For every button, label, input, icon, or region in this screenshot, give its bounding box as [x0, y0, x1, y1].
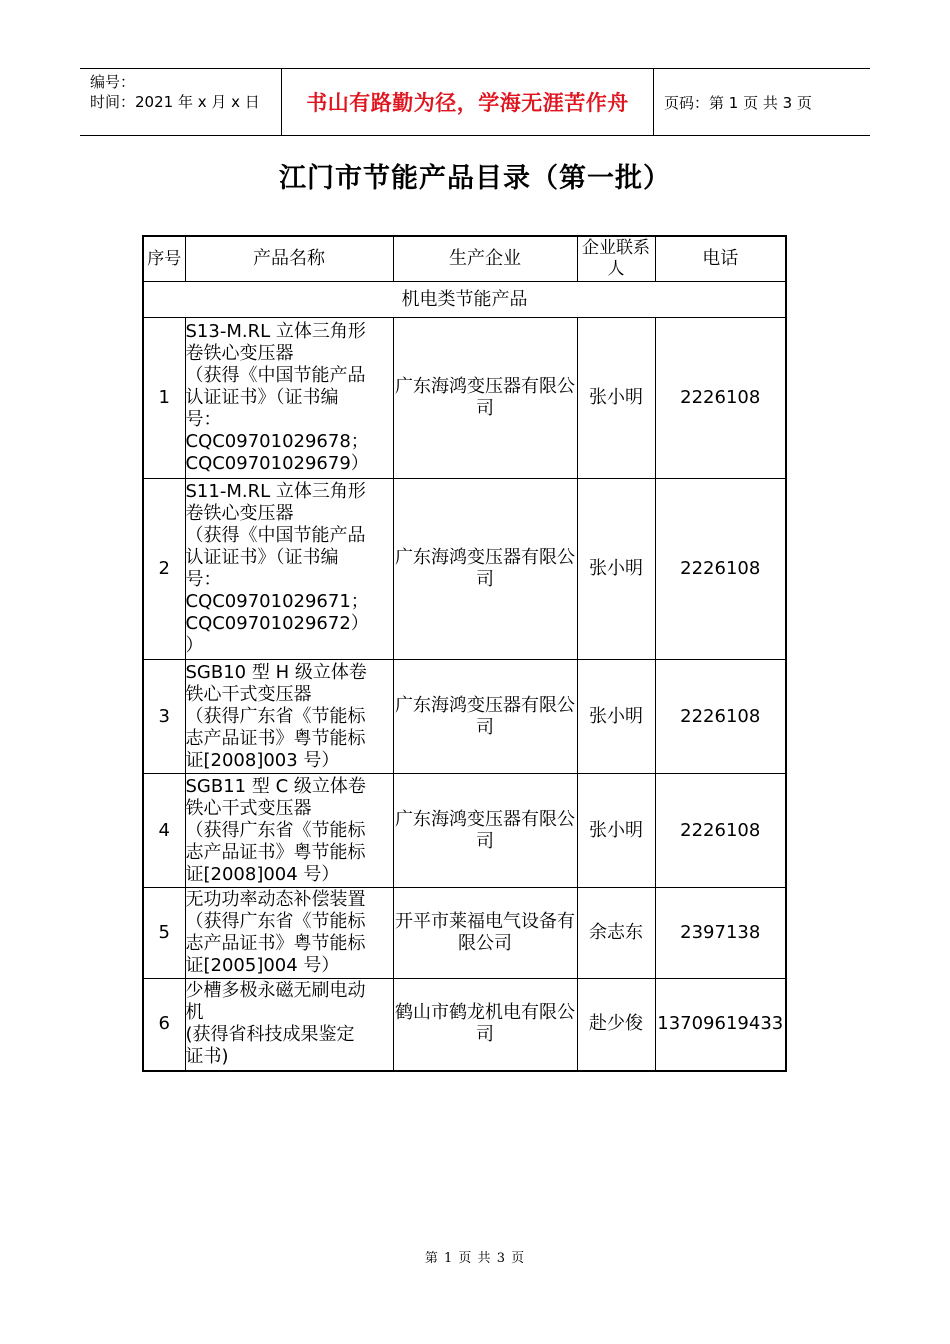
row-seq: 6	[143, 979, 185, 1071]
product-name-line: 号：	[185, 569, 222, 590]
product-name-line: （获得广东省《节能标	[185, 819, 366, 841]
product-name-line: SGB10 型 H 级立体卷	[185, 661, 367, 683]
row-product-name	[185, 479, 393, 660]
product-name-line: 铁心干式变压器	[185, 797, 312, 819]
page-footer: 第 1 页 共 3 页	[424, 1251, 526, 1266]
row-contact: 张小明	[577, 774, 655, 888]
row-contact: 张小明	[577, 479, 655, 660]
product-name-line: 铁心干式变压器	[185, 683, 312, 705]
product-name-line: 少槽多极永磁无刷电动	[185, 980, 366, 1002]
document-header	[80, 68, 870, 136]
product-name-line: 卷铁心变压器	[185, 503, 294, 524]
row-product-name	[185, 979, 393, 1071]
number-label: 编号：	[90, 73, 136, 91]
table-row	[143, 979, 786, 1071]
product-name-line: S11-M.RL 立体三角形	[185, 481, 366, 502]
product-name-line: 证[2005]004 号）	[185, 955, 340, 976]
document-title: 江门市节能产品目录（第一批）	[279, 163, 671, 194]
row-phone: 13709619433	[655, 979, 786, 1071]
header-page-info: 页码：第 1 页 共 3 页	[664, 93, 812, 112]
row-maker: 广东海鸿变压器有限公司	[393, 774, 577, 888]
row-phone: 2226108	[655, 774, 786, 888]
row-product-name	[185, 318, 393, 479]
row-product-name	[185, 774, 393, 888]
table-row	[143, 660, 786, 774]
row-seq: 5	[143, 888, 185, 979]
category-row	[143, 282, 786, 318]
row-seq: 3	[143, 660, 185, 774]
product-name-line: CQC09701029672）	[185, 613, 369, 634]
product-name-line: 证[2008]003 号）	[185, 749, 340, 771]
product-table	[142, 235, 787, 1072]
table-header-row	[143, 236, 786, 282]
product-name-line: ）	[185, 635, 204, 656]
time-label: 时间：2021 年 x 月 x 日	[90, 93, 260, 111]
header-name: 产品名称	[185, 236, 393, 282]
product-name-line: 认证证书》（证书编	[185, 547, 339, 568]
row-seq: 2	[143, 479, 185, 660]
product-name-line: 卷铁心变压器	[185, 343, 294, 364]
category-label: 机电类节能产品	[143, 282, 786, 318]
header-motto: 书山有路勤为径，学海无涯苦作舟	[282, 69, 654, 135]
row-seq: 1	[143, 318, 185, 479]
product-name-line: 认证证书》（证书编	[185, 387, 339, 408]
row-seq: 4	[143, 774, 185, 888]
row-phone: 2226108	[655, 479, 786, 660]
product-name-line: （获得广东省《节能标	[185, 911, 366, 932]
product-name-line: 机	[185, 1002, 204, 1024]
row-maker: 开平市莱福电气设备有限公司	[393, 888, 577, 979]
header-meta	[80, 69, 282, 135]
product-name-line: (获得省科技成果鉴定	[185, 1024, 355, 1046]
row-maker: 广东海鸿变压器有限公司	[393, 479, 577, 660]
row-maker: 广东海鸿变压器有限公司	[393, 660, 577, 774]
header-phone: 电话	[655, 236, 786, 282]
row-contact: 余志东	[577, 888, 655, 979]
product-name-line: S13-M.RL 立体三角形	[185, 321, 366, 342]
product-name-line: 志产品证书》粤节能标	[185, 841, 366, 863]
table-row	[143, 479, 786, 660]
row-maker: 鹤山市鹤龙机电有限公司	[393, 979, 577, 1071]
header-seq: 序号	[143, 236, 185, 282]
product-name-line: （获得广东省《节能标	[185, 705, 366, 727]
row-phone: 2226108	[655, 660, 786, 774]
product-name-line: 证[2008]004 号）	[185, 863, 340, 885]
table-row	[143, 318, 786, 479]
product-name-line: 无功功率动态补偿装置	[185, 889, 366, 910]
header-contact: 企业联系人	[577, 236, 655, 282]
product-name-line: 志产品证书》粤节能标	[185, 727, 366, 749]
product-name-line: 证书)	[185, 1046, 229, 1068]
product-name-line: CQC09701029679）	[185, 453, 369, 474]
row-contact: 张小明	[577, 660, 655, 774]
product-name-line: CQC09701029671；	[185, 591, 369, 612]
row-phone: 2226108	[655, 318, 786, 479]
table-row	[143, 888, 786, 979]
product-name-line: 号：	[185, 409, 222, 430]
product-name-line: CQC09701029678；	[185, 431, 369, 452]
row-maker: 广东海鸿变压器有限公司	[393, 318, 577, 479]
table-row	[143, 774, 786, 888]
row-contact: 赴少俊	[577, 979, 655, 1071]
product-name-line: （获得《中国节能产品	[185, 365, 366, 386]
row-phone: 2397138	[655, 888, 786, 979]
product-name-line: 志产品证书》粤节能标	[185, 933, 366, 954]
row-contact: 张小明	[577, 318, 655, 479]
row-product-name	[185, 888, 393, 979]
product-name-line: （获得《中国节能产品	[185, 525, 366, 546]
row-product-name	[185, 660, 393, 774]
header-maker: 生产企业	[393, 236, 577, 282]
product-name-line: SGB11 型 C 级立体卷	[185, 775, 366, 797]
